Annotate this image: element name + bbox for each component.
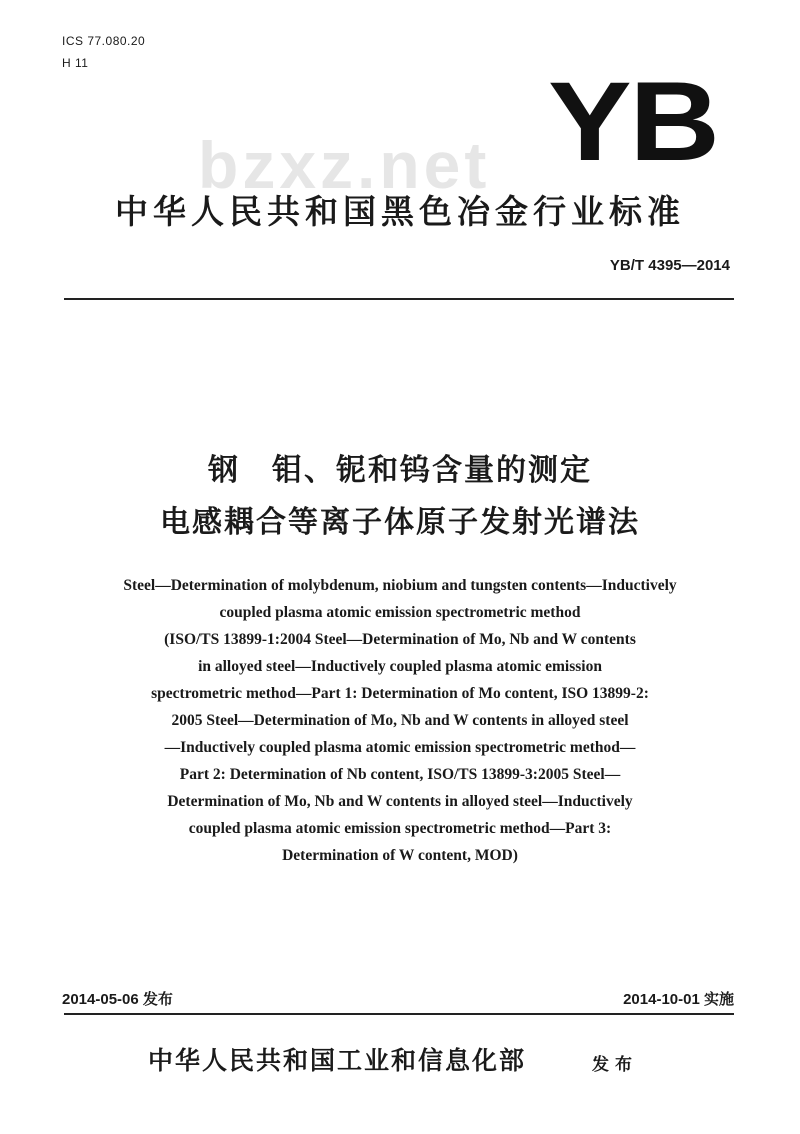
ics-code: ICS 77.080.20 xyxy=(62,34,146,48)
english-title-line: (ISO/TS 13899-1:2004 Steel—Determination of Mo, Nb and W contents xyxy=(164,631,636,648)
english-title-line: Determination of W content, MOD) xyxy=(282,847,518,864)
issuing-authority: 中华人民共和国工业和信息化部 xyxy=(148,1046,527,1075)
org-title: 中华人民共和国黑色冶金行业标准 xyxy=(115,192,685,231)
english-title-line: —Inductively coupled plasma atomic emission spectrometric method— xyxy=(164,739,636,756)
header-divider xyxy=(64,298,734,300)
english-title-line: Steel—Determination of molybdenum, niobium and tungsten contents—Inductively xyxy=(123,577,677,594)
issue-date: 2014-05-06 发布 xyxy=(62,991,173,1008)
standard-number: YB/T 4395—2014 xyxy=(609,257,730,274)
english-title-line: in alloyed steel—Inductively coupled plasma atomic emission xyxy=(198,658,602,675)
english-title xyxy=(60,572,740,869)
issuing-label: 发布 xyxy=(592,1055,638,1075)
classification-codes xyxy=(62,30,145,74)
yb-logo: YB xyxy=(548,59,718,184)
english-title-line: 2005 Steel—Determination of Mo, Nb and W contents in alloyed steel xyxy=(171,712,629,729)
english-title-line: Determination of Mo, Nb and W contents in alloyed steel—Inductively xyxy=(167,793,633,810)
cn-title-line-2: 电感耦合等离子体原子发射光谱法 xyxy=(160,505,640,540)
english-title-line: Part 2: Determination of Nb content, ISO/TS 13899-3:2005 Steel— xyxy=(179,766,621,783)
watermark: bzxz.net xyxy=(198,128,491,202)
english-title-line: spectrometric method—Part 1: Determination of Mo content, ISO 13899-2: xyxy=(151,685,649,702)
footer-divider xyxy=(64,1013,734,1015)
effective-date: 2014-10-01 实施 xyxy=(623,991,734,1008)
english-title-line: coupled plasma atomic emission spectrometric method xyxy=(219,604,581,621)
cn-title-line-1: 钢 钼、铌和钨含量的测定 xyxy=(208,453,592,488)
category-code: H 11 xyxy=(62,56,89,70)
english-title-line: coupled plasma atomic emission spectrometric method—Part 3: xyxy=(188,820,612,837)
